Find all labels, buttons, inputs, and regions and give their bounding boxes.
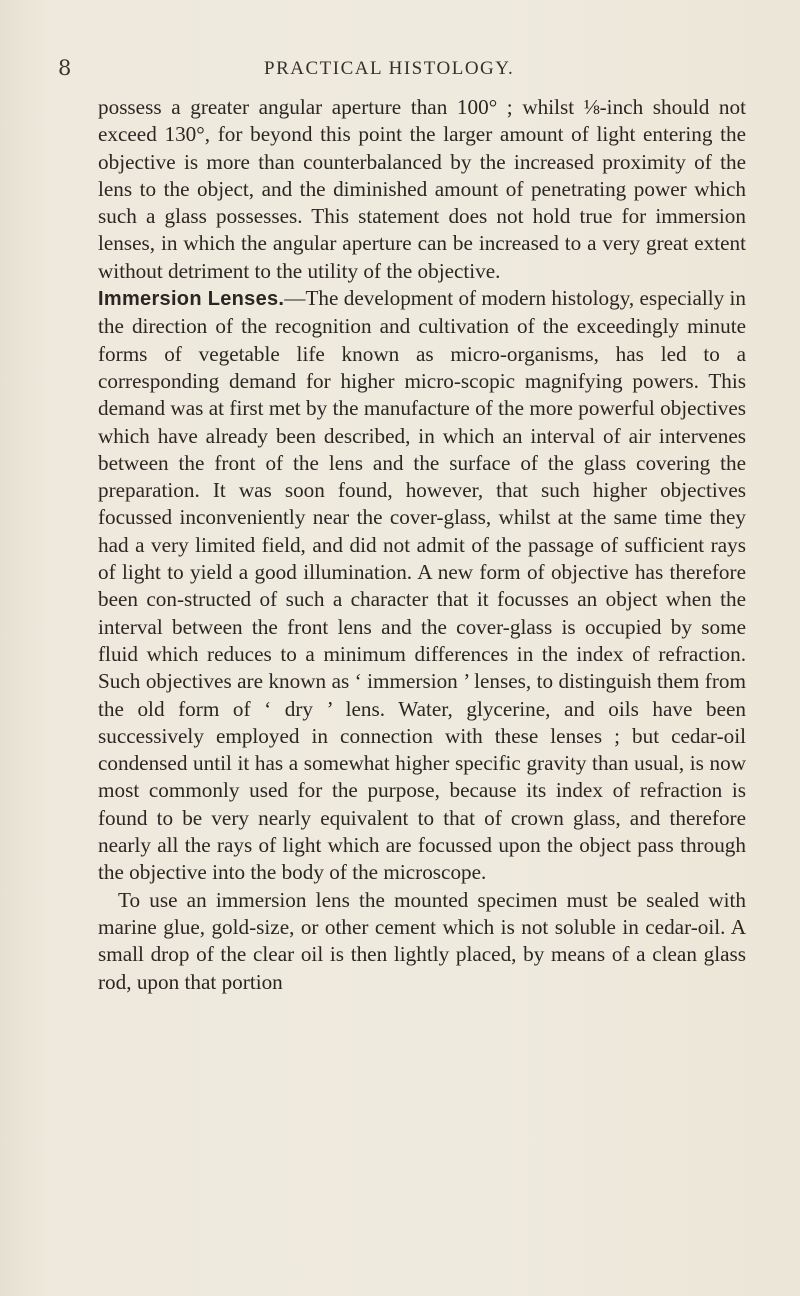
- body-text: [98, 94, 746, 996]
- paragraph-aperture: possess a greater angular aperture than 100° ; whilst ⅛-inch should not exceed 130°, for beyond this point the larger amount of light entering the objective is more than counterbalanced by the increased proximity of the lens to the object, and the diminished amount of penetrating power which such a glass possesses. This statement does not hold true for immersion lenses, in which the angular aperture can be increased to a very great extent without detriment to the utility of the objective.: [98, 95, 746, 283]
- paragraph-immersion-lenses: [98, 285, 746, 887]
- page-number: 8: [58, 56, 72, 80]
- page-header: [58, 56, 758, 82]
- section-heading-immersion-lenses: Immersion Lenses.: [98, 288, 285, 311]
- running-title: PRACTICAL HISTOLOGY.: [264, 58, 515, 79]
- paragraph-usage: To use an immersion lens the mounted specimen must be sealed with marine glue, gold-size, or other cement which is not soluble in cedar-oil. A small drop of the clear oil is then lightly placed, by means of a clean glass rod, upon that portion: [98, 887, 746, 994]
- paragraph-immersion-lenses-text: —The development of modern histology, especially in the direction of the recognition and cultivation of the exceedingly minute forms of vegetable life known as micro-organisms, has led to a corresponding demand for higher micro-scopic magnifying powers. This demand was at first met by the manufacture of the more powerful objectives which have already been described, in which an interval of air intervenes between the front of the lens and the surface of the glass covering the preparation. It was soon found, however, that such higher objectives focussed inconveniently near the cover-glass, whilst at the same time they had a very limited field, and did not admit of the passage of sufficient rays of light to yield a good illumination. A new form of objective has therefore been con-structed of such a character that it focusses an object when the interval between the front lens and the cover-glass is occupied by some fluid which reduces to a minimum differences in the index of refraction. Such objectives are known as ‘ immersion ’ lenses, to distinguish them from the old form of ‘ dry ’ lens. Water, glycerine, and oils have been successively employed in connection with these lenses ; but cedar-oil condensed until it has a somewhat higher specific gravity than usual, is now most commonly used for the purpose, because its index of refraction is found to be very nearly equivalent to that of crown glass, and therefore nearly all the rays of light which are focussed upon the object pass through the objective into the body of the microscope.: [98, 286, 746, 885]
